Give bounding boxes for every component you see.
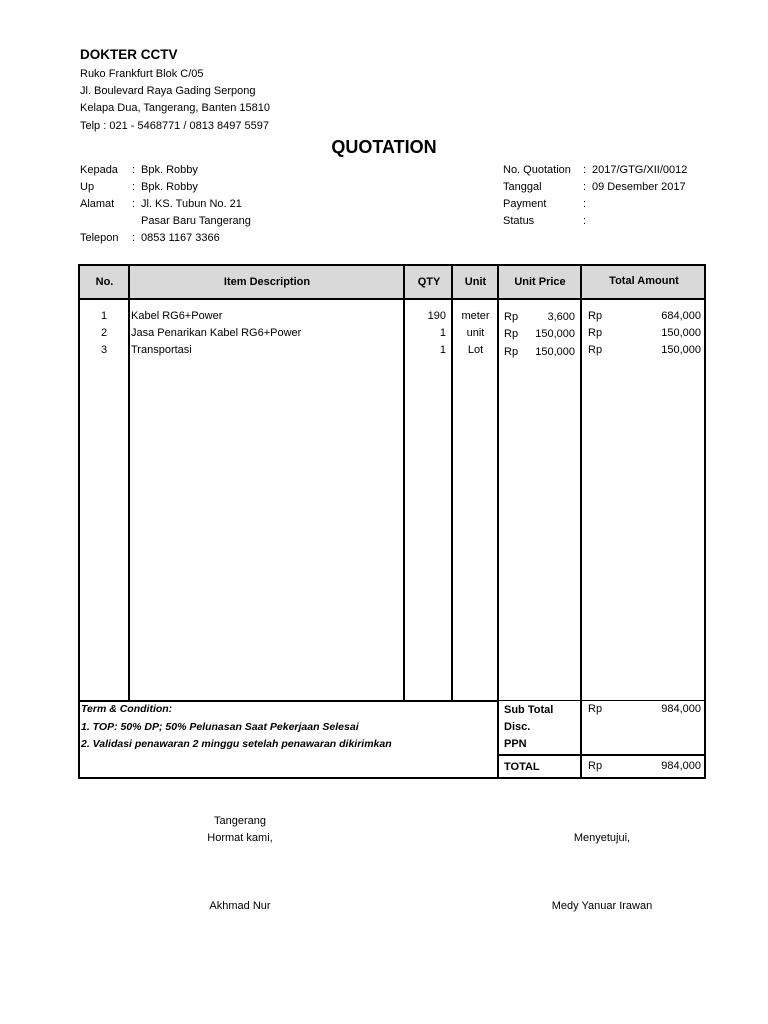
row-qty: 1: [439, 327, 446, 339]
divider: [497, 700, 706, 701]
colon: :: [583, 197, 587, 210]
total-currency: Rp: [588, 760, 603, 772]
colon: :: [132, 163, 136, 176]
ppn-label: PPN: [504, 738, 527, 750]
header-no: No.: [95, 276, 114, 288]
company-name: DOKTER CCTV: [80, 47, 178, 62]
signature-left-name: Akhmad Nur: [209, 900, 271, 912]
quotation-no-label: No. Quotation: [503, 163, 571, 176]
row-qty: 1: [439, 344, 446, 356]
colon: :: [132, 197, 136, 210]
row-no: 1: [100, 310, 108, 322]
quotation-no-value: 2017/GTG/XII/0012: [592, 163, 688, 176]
row-unit-price: 150,000: [535, 328, 575, 340]
quote-info: [503, 161, 687, 229]
row-no: 2: [100, 327, 108, 339]
row-unit: Lot: [467, 344, 484, 356]
colon: :: [132, 180, 136, 193]
tanggal-label: Tanggal: [503, 180, 542, 193]
signature-right-name: Medy Yanuar Irawan: [551, 900, 653, 912]
signature-left-greeting: Hormat kami,: [207, 832, 273, 844]
subtotal-currency: Rp: [588, 703, 603, 715]
disc-label: Disc.: [504, 721, 531, 733]
row-currency: Rp: [588, 310, 603, 322]
row-total-amount: 150,000: [661, 344, 701, 356]
header-qty: QTY: [417, 276, 441, 288]
customer-info: [80, 161, 251, 246]
row-description: Transportasi: [131, 344, 192, 356]
status-label: Status: [503, 214, 535, 227]
total-label: TOTAL: [504, 761, 540, 773]
row-currency: Rp: [588, 344, 603, 356]
row-total-amount: 684,000: [661, 310, 701, 322]
header-unit-price: Unit Price: [514, 276, 566, 288]
alamat-line1: Jl. KS. Tubun No. 21: [141, 197, 242, 210]
kepada-label: Kepada: [80, 163, 118, 176]
payment-value: [592, 195, 687, 212]
status-value: [592, 212, 687, 229]
signature-right-greeting: Menyetujui,: [573, 832, 631, 844]
signature-place: Tangerang: [214, 815, 266, 827]
subtotal-value: 984,000: [661, 703, 701, 715]
total-value: 984,000: [661, 760, 701, 772]
telepon-label: Telepon: [80, 231, 119, 244]
alamat-label: Alamat: [80, 197, 115, 210]
row-no: 3: [100, 344, 108, 356]
subtotal-label: Sub Total: [504, 704, 554, 716]
row-unit-price: 3,600: [547, 311, 575, 323]
up-value: Bpk. Robby: [141, 180, 198, 193]
up-label: Up: [80, 180, 95, 193]
row-unit: meter: [461, 310, 490, 322]
header-description: Item Description: [223, 276, 311, 288]
divider: [128, 266, 130, 702]
divider: [80, 700, 499, 702]
terms-line1: 1. TOP: 50% DP; 50% Pelunasan Saat Pekerjaan Selesai: [81, 721, 359, 733]
header-unit: Unit: [464, 276, 487, 288]
kepada-value: Bpk. Robby: [141, 163, 198, 176]
row-qty: 190: [427, 310, 446, 322]
row-currency: Rp: [588, 327, 603, 339]
company-phone: Telp : 021 - 5468771 / 0813 8497 5597: [80, 120, 269, 132]
row-unit-price: 150,000: [535, 346, 575, 358]
telepon-value: 0853 1167 3366: [141, 231, 220, 244]
colon: :: [583, 214, 587, 227]
colon: :: [132, 231, 136, 244]
divider: [403, 266, 405, 702]
tanggal-value: 09 Desember 2017: [592, 180, 686, 193]
row-currency: Rp: [504, 311, 519, 323]
row-currency: Rp: [504, 328, 519, 340]
row-unit: unit: [466, 327, 485, 339]
document-title: QUOTATION: [331, 137, 437, 157]
payment-label: Payment: [503, 197, 547, 210]
row-currency: Rp: [504, 346, 519, 358]
terms-title: Term & Condition:: [81, 703, 173, 715]
header-total-amount: Total Amount: [609, 275, 679, 287]
company-address-line2: Jl. Boulevard Raya Gading Serpong: [80, 85, 256, 97]
divider: [497, 754, 706, 756]
items-table: [78, 264, 706, 779]
colon: :: [583, 180, 587, 193]
row-description: Kabel RG6+Power: [131, 310, 223, 322]
row-description: Jasa Penarikan Kabel RG6+Power: [131, 327, 302, 339]
row-total-amount: 150,000: [661, 327, 701, 339]
alamat-line2: Pasar Baru Tangerang: [141, 214, 251, 227]
terms-line2: 2. Validasi penawaran 2 minggu setelah penawaran dikirimkan: [81, 738, 392, 750]
company-address-line1: Ruko Frankfurt Blok C/05: [80, 68, 204, 80]
company-address-line3: Kelapa Dua, Tangerang, Banten 15810: [80, 102, 271, 114]
colon: :: [583, 163, 587, 176]
